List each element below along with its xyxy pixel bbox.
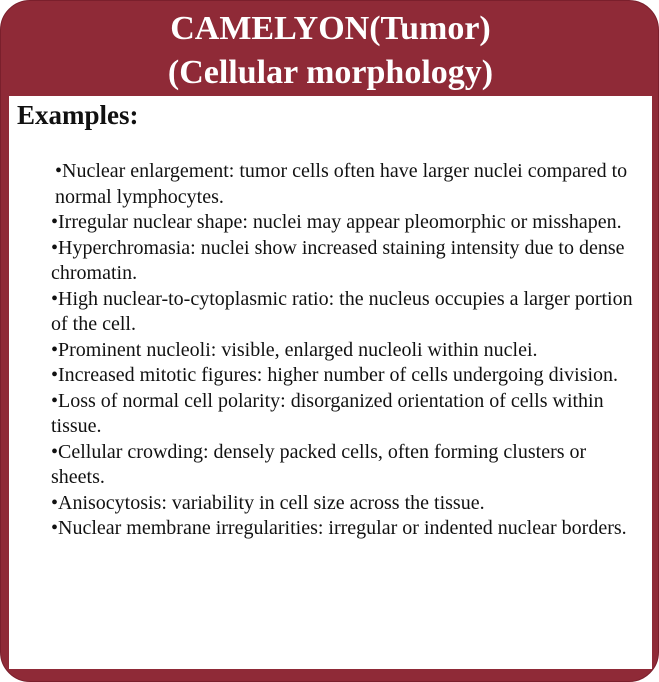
list-item: •Hyperchromasia: nuclei show increased staining intensity due to dense chromatin. (51, 236, 625, 284)
list-item: •Cellular crowding: densely packed cells, often forming clusters or sheets. (51, 440, 587, 488)
list-item: •Loss of normal cell polarity: disorganized orientation of cells within tissue. (51, 389, 604, 437)
list-item: •Anisocytosis: variability in cell size across the tissue. (51, 491, 485, 514)
page-title (1, 7, 659, 95)
list-item: •Prominent nucleoli: visible, enlarged nucleoli within nuclei. (51, 338, 538, 361)
list-item: •High nuclear-to-cytoplasmic ratio: the nucleus occupies a larger portion of the cell. (51, 287, 633, 335)
list-item: •Increased mitotic figures: higher number of cells undergoing division. (51, 364, 619, 386)
feature-list (51, 159, 641, 542)
content-panel (9, 96, 652, 669)
title-line-2: (Cellular morphology) (167, 54, 494, 91)
title-line-1: CAMELYON(Tumor) (170, 10, 491, 47)
list-item: •Nuclear enlargement: tumor cells often have larger nuclei compared to normal lymphocytes. (55, 160, 628, 208)
section-heading: Examples: (17, 100, 139, 130)
list-item: •Irregular nuclear shape: nuclei may appear pleomorphic or misshapen. (51, 211, 622, 233)
list-item: •Nuclear membrane irregularities: irregular or indented nuclear borders. (51, 517, 627, 539)
